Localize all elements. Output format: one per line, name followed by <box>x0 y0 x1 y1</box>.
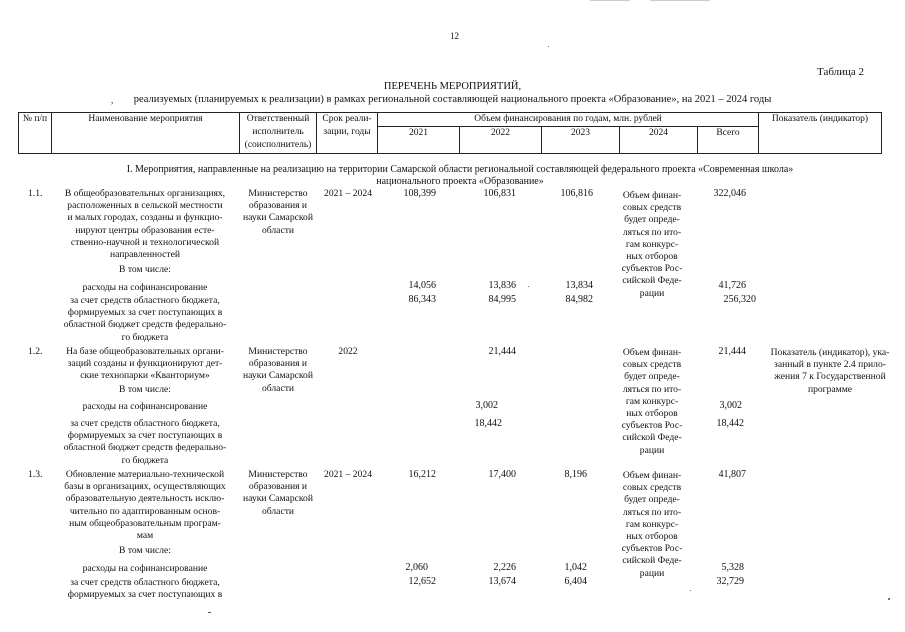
table-caption: Таблица 2 <box>817 66 865 78</box>
cofin-total: 41,726 <box>718 280 746 291</box>
scan-speck <box>528 286 529 287</box>
regional-total: 18,442 <box>716 418 744 429</box>
regional-2022: 18,442 <box>474 418 502 429</box>
row-cofin-label: расходы на софинансирование <box>82 282 208 293</box>
cofin-2023: 1,042 <box>564 562 587 573</box>
header-term: Срок реали- зации, годы <box>317 113 378 154</box>
header-year-2021: 2021 <box>378 127 460 154</box>
row-including: В том числе: <box>119 545 171 556</box>
regional-2022: 13,674 <box>488 576 516 587</box>
value-total: 21,444 <box>718 346 746 357</box>
value-2022: 106,831 <box>483 188 516 199</box>
cofin-total: 3,002 <box>719 400 742 411</box>
regional-2023: 6,404 <box>564 576 587 587</box>
value-total: 41,807 <box>718 469 746 480</box>
row-term: 2021 – 2024 <box>324 188 372 199</box>
header-num: № п/п <box>19 113 52 154</box>
note-2024: Объем финан- совых средств будет опреде- ляться по ито- гам конкурс- ных отборов субъектов Рос- сийской Феде- рации <box>621 347 683 456</box>
cofin-2022: 3,002 <box>475 400 498 411</box>
row-number: 1.3. <box>28 469 43 480</box>
document-subtitle: реализуемых (планируемых к реализации) в рамках региональной составляющей национального проекта «Образование», на 2021 – 2024 годы <box>133 94 772 105</box>
row-name: На базе общеобразовательных органи- заций созданы и функционируют дет- ские технопарки «Кванториум» <box>66 346 224 382</box>
regional-2021: 86,343 <box>408 294 436 305</box>
value-2022: 17,400 <box>488 469 516 480</box>
row-name: Обновление материально-технической базы в организациях, осуществляющих образовательную деятельность исклю- чительно по адаптированным основ- ным общеобразовательным програм- мам <box>64 469 226 542</box>
row-number: 1.1. <box>28 188 43 199</box>
table-header <box>18 112 882 154</box>
header-year-2023: 2023 <box>542 127 620 154</box>
row-cofin-label: расходы на софинансирование <box>82 401 208 412</box>
cofin-2022: 13,836 <box>488 280 516 291</box>
header-total: Всего <box>698 127 759 154</box>
value-2022: 21,444 <box>488 346 516 357</box>
section-title: I. Мероприятия, направленные на реализацию на территории Самарской области региональной составляющей федерального проекта «Современная школа» национального проекта «Образование» <box>126 164 794 187</box>
scan-speck <box>690 590 691 591</box>
cofin-total: 5,328 <box>721 562 744 573</box>
scan-artifact <box>590 0 630 1</box>
value-2021: 16,212 <box>408 469 436 480</box>
row-including: В том числе: <box>119 264 171 275</box>
row-regional-label: за счет средств областного бюджета, формируемых за счет поступающих в областной бюджет средств федерально- го бюджета <box>63 418 227 466</box>
row-cofin-label: расходы на софинансирование <box>82 563 208 574</box>
row-number: 1.2. <box>28 346 43 357</box>
scan-speck <box>208 612 211 613</box>
header-funding: Объем финансирования по годам, млн. рублей <box>378 113 759 127</box>
header-indicator: Показатель (индикатор) <box>759 113 882 154</box>
scan-speck <box>548 46 549 47</box>
row-term: 2022 <box>338 346 358 357</box>
header-name: Наименование мероприятия <box>52 113 240 154</box>
row-including: В том числе: <box>119 384 171 395</box>
note-2024: Объем финан- совых средств будет опреде- ляться по ито- гам конкурс- ных отборов субъектов Рос- сийской Феде- рации <box>621 190 683 299</box>
regional-total: 256,320 <box>723 294 756 305</box>
cofin-2022: 2,226 <box>493 562 516 573</box>
value-2021: 108,399 <box>403 188 436 199</box>
cofin-2023: 13,834 <box>565 280 593 291</box>
row-responsible: Министерство образования и науки Самарской области <box>243 469 313 517</box>
regional-2022: 84,995 <box>488 294 516 305</box>
row-responsible: Министерство образования и науки Самарской области <box>243 346 313 394</box>
row-regional-label: за счет средств областного бюджета, формируемых за счет поступающих в областной бюджет средств федерально- го бюджета <box>63 295 227 343</box>
value-total: 322,046 <box>713 188 746 199</box>
row-term: 2021 – 2024 <box>324 469 372 480</box>
row-responsible: Министерство образования и науки Самарской области <box>243 188 313 236</box>
document-title: ПЕРЕЧЕНЬ МЕРОПРИЯТИЙ, <box>383 81 522 92</box>
cofin-2021: 2,060 <box>405 562 428 573</box>
scan-speck <box>888 598 890 600</box>
row-regional-label: за счет средств областного бюджета, формируемых за счет поступающих в <box>67 577 223 601</box>
regional-2021: 12,652 <box>408 576 436 587</box>
header-year-2024: 2024 <box>620 127 698 154</box>
scan-dot: , <box>111 95 114 105</box>
value-2023: 106,816 <box>560 188 593 199</box>
note-2024: Объем финан- совых средств будет опреде- ляться по ито- гам конкурс- ных отборов субъектов Рос- сийской Феде- рации <box>621 470 683 579</box>
header-year-2022: 2022 <box>460 127 542 154</box>
page-number: 12 <box>450 31 459 41</box>
regional-2023: 84,982 <box>565 294 593 305</box>
row-name: В общеобразовательных организациях, расположенных в сельской местности и малых городах, созданы и функцио- нируют центры образования есте- ственно-научной и технологической направленностей <box>64 188 226 261</box>
value-2023: 8,196 <box>564 469 587 480</box>
regional-total: 32,729 <box>716 576 744 587</box>
cofin-2021: 14,056 <box>408 280 436 291</box>
row-indicator: Показатель (индикатор), ука- занный в пункте 2.4 прило- жения 7 к Государственной программе <box>770 347 890 395</box>
scan-artifact <box>650 0 710 1</box>
header-responsible: Ответственный исполнитель (соисполнитель) <box>240 113 317 154</box>
